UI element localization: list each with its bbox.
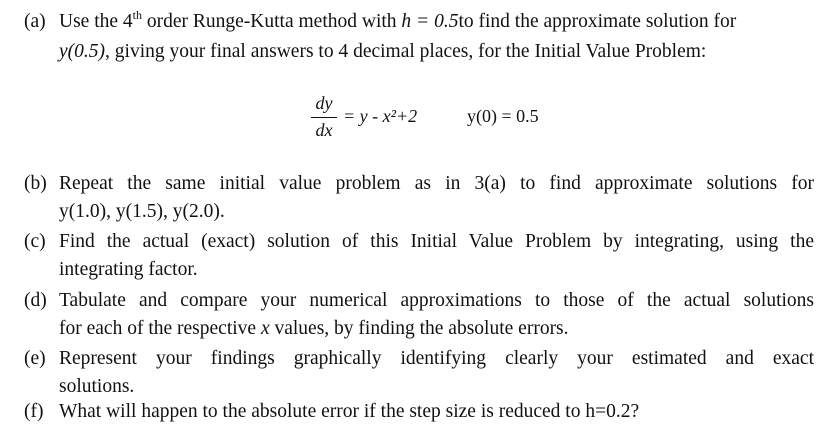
part-a-superscript: th bbox=[132, 8, 142, 22]
part-f-text-1: What will happen to the absolute error if the step size is reduced to h=0.2? bbox=[59, 401, 640, 422]
initial-condition: y(0) = 0.5 bbox=[467, 106, 539, 126]
fraction-bar bbox=[311, 117, 337, 118]
part-e-text-1: Represent your findings graphically identifying clearly your estimated and exact bbox=[59, 348, 814, 369]
part-d-text-3: values, by finding the absolute errors. bbox=[269, 318, 569, 339]
part-a-label: (a) bbox=[24, 11, 46, 32]
part-a-line-2 bbox=[59, 40, 706, 64]
fraction-numerator: dy bbox=[315, 93, 333, 113]
step-size-expression: h = 0.5 bbox=[401, 11, 459, 32]
part-c-label: (c) bbox=[24, 231, 46, 252]
part-b-label: (b) bbox=[24, 173, 47, 194]
part-d-text-2: for each of the respective bbox=[59, 318, 261, 339]
part-b-line-1 bbox=[24, 172, 814, 196]
part-a-text-1: Use the 4 bbox=[59, 11, 133, 32]
part-d-text-1: Tabulate and compare your numerical approximations to those of the actual solutions bbox=[59, 290, 814, 311]
part-c-line-1 bbox=[24, 230, 814, 254]
part-d-line-1 bbox=[24, 289, 814, 313]
part-d-line-2 bbox=[59, 317, 569, 341]
part-d-label: (d) bbox=[24, 290, 47, 311]
part-b-line-2: y(1.0), y(1.5), y(2.0). bbox=[59, 201, 225, 222]
part-b-text-1: Repeat the same initial value problem as in 3(a) to find approximate solutions for bbox=[59, 173, 814, 194]
part-e-line-2: solutions. bbox=[59, 376, 135, 397]
part-c-text-1: Find the actual (exact) solution of this Initial Value Problem by integrating, using the bbox=[59, 231, 814, 252]
target-value-expression: y(0.5) bbox=[59, 41, 106, 62]
part-a-text-4: , giving your final answers to 4 decimal places, for the Initial Value Problem: bbox=[105, 41, 707, 62]
equation-rhs: = y - x²+2 bbox=[343, 106, 418, 126]
part-a-line-1 bbox=[24, 10, 736, 34]
part-f-label: (f) bbox=[24, 401, 44, 422]
part-a-text-3: to find the approximate solution for bbox=[458, 11, 737, 32]
fraction-denominator: dx bbox=[315, 120, 333, 140]
x-variable: x bbox=[260, 318, 270, 339]
part-e-label: (e) bbox=[24, 348, 46, 369]
part-e-line-1 bbox=[24, 347, 814, 371]
part-a-text-2: order Runge-Kutta method with bbox=[142, 11, 402, 32]
part-c-line-2: integrating factor. bbox=[59, 259, 198, 280]
part-f-line-1 bbox=[24, 400, 639, 424]
